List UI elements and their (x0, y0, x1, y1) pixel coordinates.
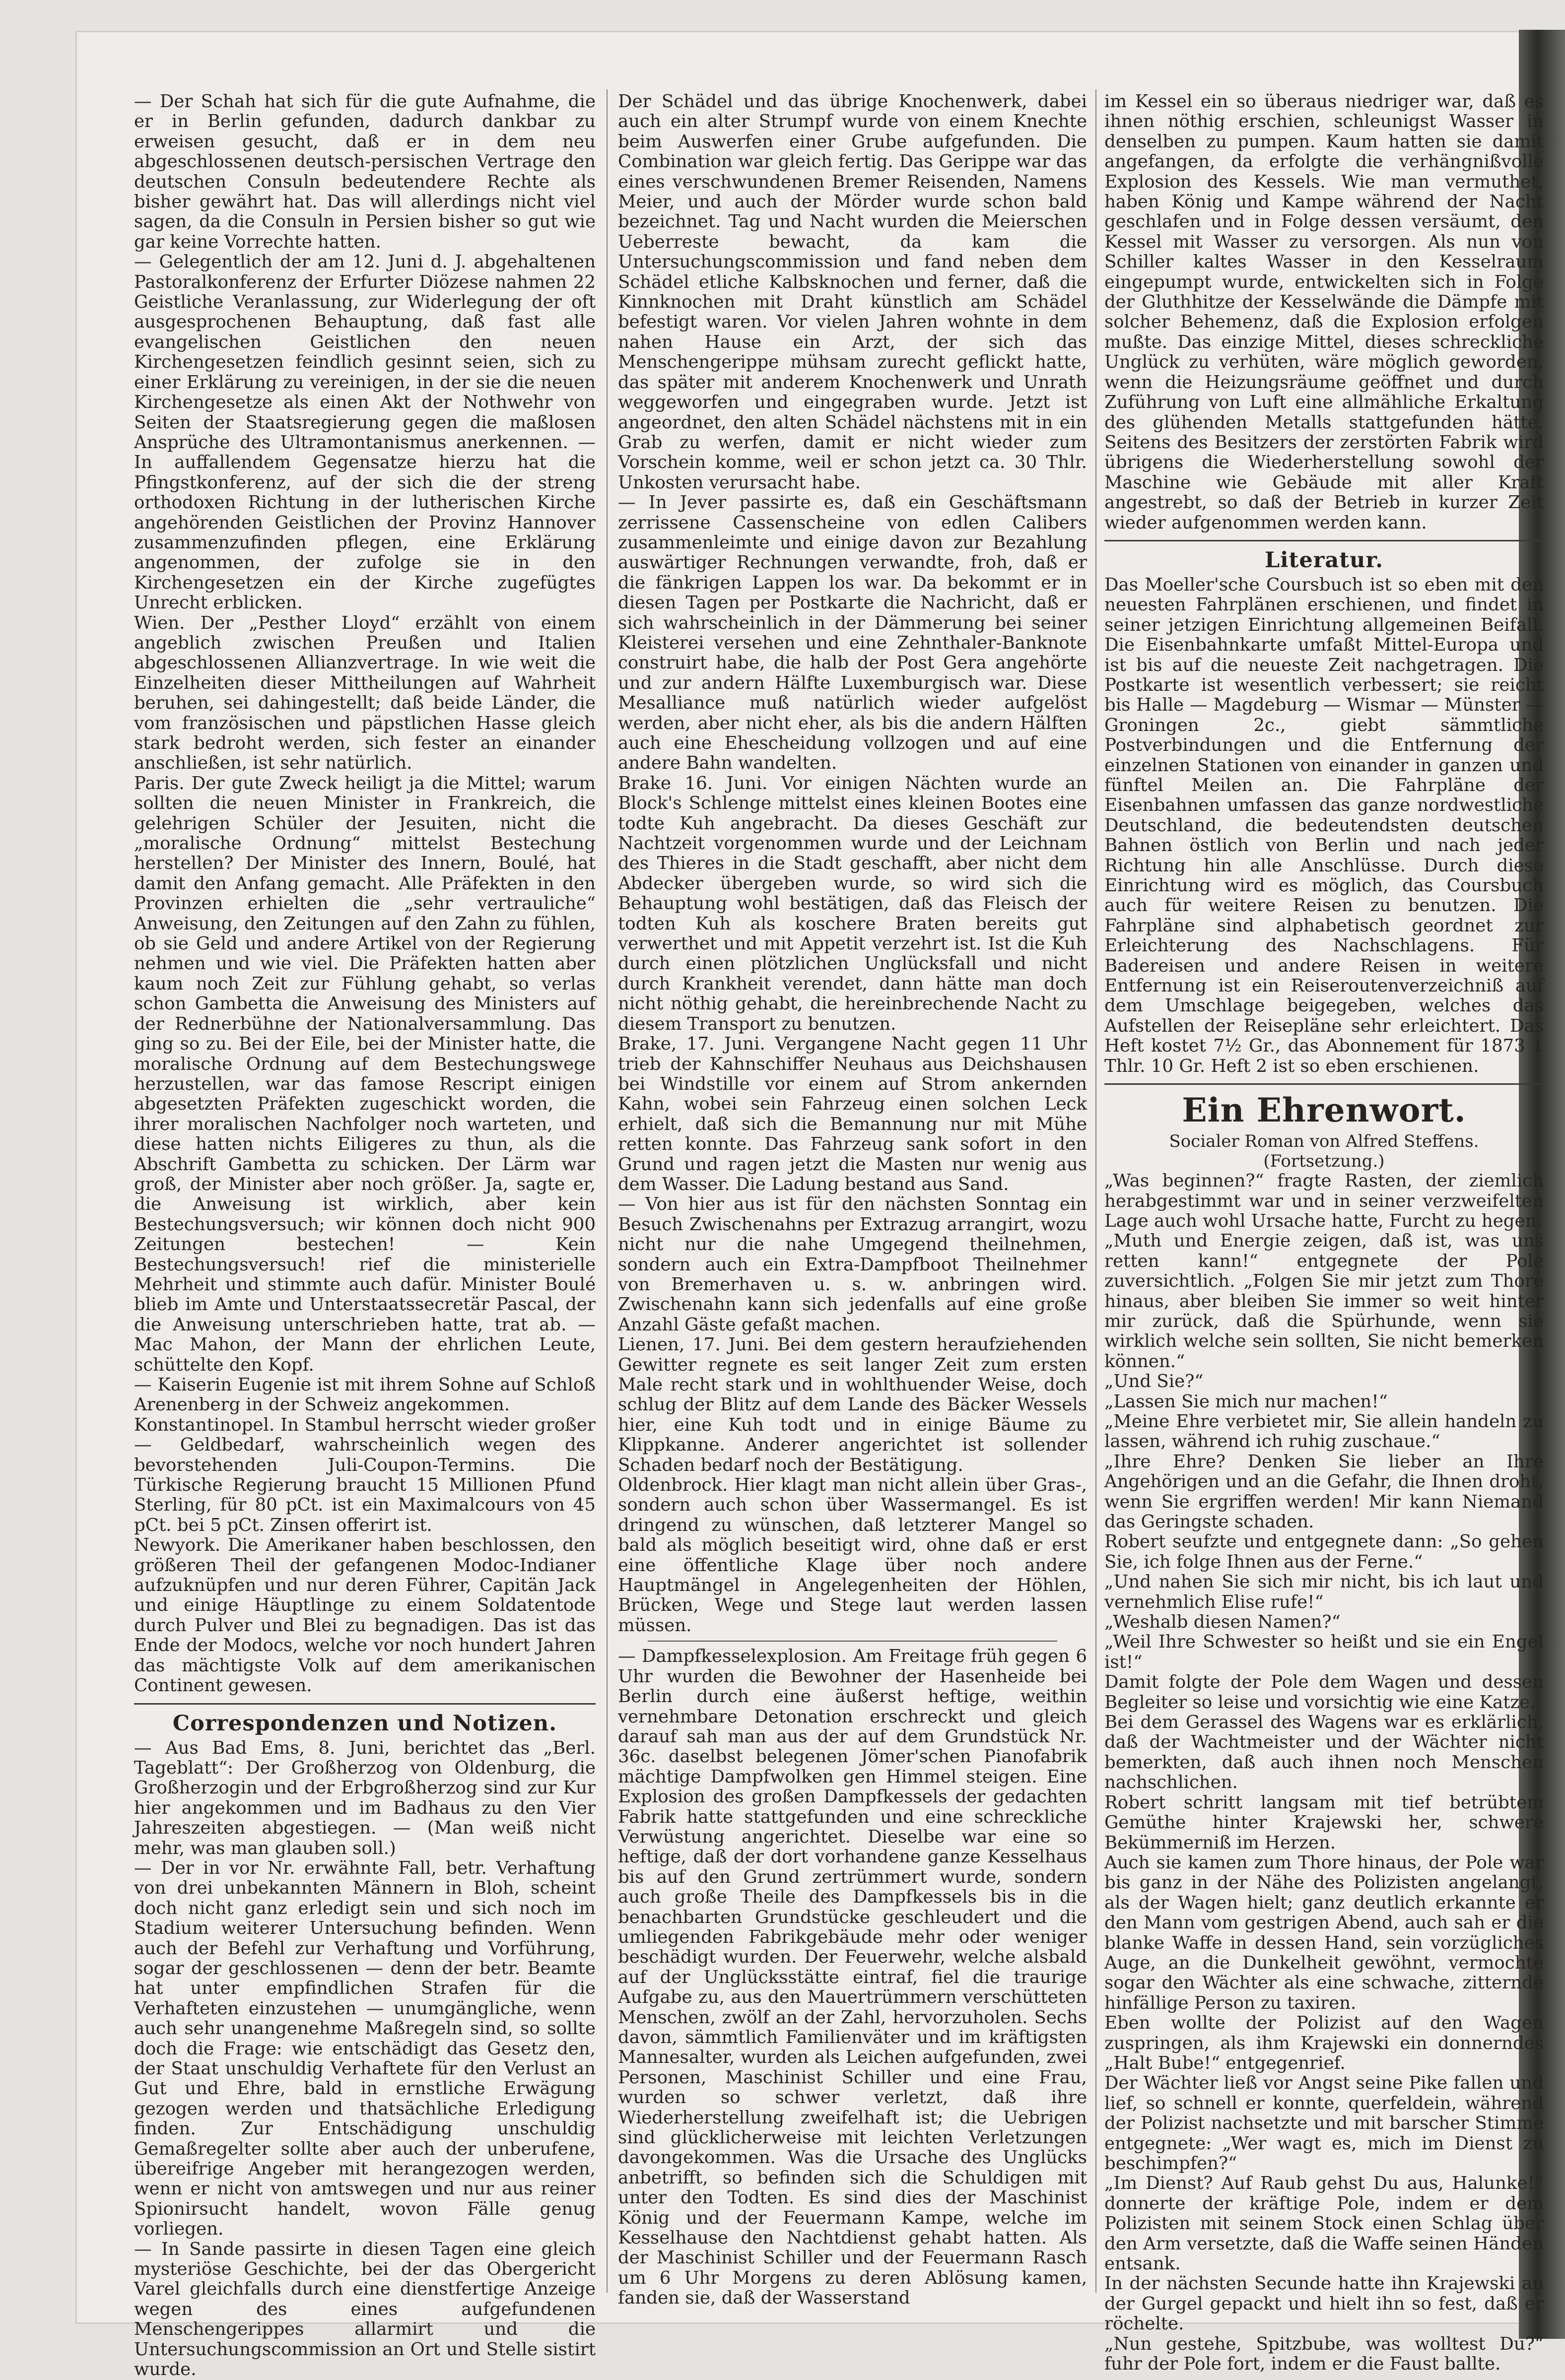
news-newyork: Newyork. Die Amerikaner haben beschlossen, den größeren Theil der gefangenen Modoc-Indianer aufzuknüpfen und nur deren Führer, Capitän Jack und einige Häuptlinge zu einem Soldatentode durch Pulver und Blei zu begnadigen. Das ist das Ende der Modocs, welche vor noch hundert Jahren das mächtigste Volk auf dem amerikanischen Continent gewesen. (134, 1535, 596, 1696)
column-rule-left (607, 89, 608, 2293)
section-divider (1104, 540, 1544, 541)
novel-continuation-note: (Fortsetzung.) (1263, 1151, 1385, 1172)
literatur-coursbuch: Das Moeller'sche Coursbuch ist so eben mit den neuesten Fahrplänen erschienen, und findet in seiner jetzigen Einrichtung allgemeinen Beifall. Die Eisenbahnkarte umfaßt Mittel-Europa und ist bis auf die neueste Zeit nachgetragen. Die Postkarte ist wesentlich verbessert; sie reicht bis Halle — Magdeburg — Wismar — Münster — Groningen 2c., giebt sämmtliche Postverbindungen und die Entfernung der einzelnen Stationen von einander in ganzen und fünftel Meilen an. Die Fahrpläne der Eisenbahnen umfassen das ganze nordwestliche Deutschland, die bedeutendsten deutschen Bahnen östlich von Berlin und nach jeder Richtung hin alle Anschlüsse. Durch diese Einrichtung wird es möglich, das Coursbuch auch für weitere Reisen zu benutzen. Die Fahrpläne sind alphabetisch geordnet zur Erleichterung des Nachschlagens. Für Badereisen und andere Reisen in weitere Entfernung ist ein Reiseroutenverzeichniß auf dem Umschlage beigegeben, welches das Aufstellen der Reisepläne sehr erleichtert. Das Heft kostet 7½ Gr., das Abonnement für 1873 1 Thlr. 10 Gr. Heft 2 ist so eben erschienen. (1104, 574, 1544, 1076)
novel-paragraph: Der Wächter ließ vor Angst seine Pike fallen und lief, so schnell er konnte, querfeldein, während der Polizist nachsetzte und mit barscher Stimme entgegnete: „Wer wagt es, mich im Dienst zu beschimpfen?“ (1104, 2073, 1544, 2174)
news-schaedel: Der Schädel und das übrige Knochenwerk, dabei auch ein alter Strumpf wurde von einem Knechte beim Auswerfen einer Grube aufgefunden. Die Combination war gleich fertig. Das Gerippe war das eines verschwundenen Bremer Reisenden, Namens Meier, und auch der Mörder wurde schon bald bezeichnet. Tag und Nacht wurden die Meierschen Ueberreste bewacht, da kam die Untersuchungscommission und fand neben dem Schädel etliche Kalbsknochen und ferner, daß die Kinnknochen mit Draht künstlich am Schädel befestigt waren. Vor vielen Jahren wohnte in dem nahen Hause ein Arzt, der sich das Menschengerippe mühsam zurecht geflickt hatte, das später mit anderem Knochenwerk und Unrath weggeworfen und eingegraben wurde. Jetzt ist angeordnet, den alten Schädel nächstens mit in ein Grab zu werfen, damit er nicht wieder zum Vorschein komme, weil er schon jetzt ca. 30 Thlr. Unkosten verursacht habe. (618, 91, 1087, 493)
item-divider (648, 1641, 1057, 1642)
novel-paragraph: „Im Dienst? Auf Raub gehst Du aus, Halunke!“ donnerte der kräftige Pole, indem er dem Polizisten mit seinem Stock einen Schlag über den Arm versetzte, daß die Waffe seinen Händen entsank. (1104, 2173, 1544, 2274)
news-dampfkesselexplosion: — Dampfkesselexplosion. Am Freitage früh gegen 6 Uhr wurden die Bewohner der Hasenheide bei Berlin durch eine äußerst heftige, weithin vernehmbare Detonation erschreckt und gleich darauf sah man aus der auf dem Grundstück Nr. 36c. daselbst belegenen Jömer'schen Pianofabrik mächtige Dampfwolken gen Himmel steigen. Eine Explosion des großen Dampfkessels der gedachten Fabrik hatte stattgefunden und eine schreckliche Verwüstung angerichtet. Dieselbe war eine so heftige, daß der dort vorhandene ganze Kesselhaus bis auf den Grund zertrümmert wurde, sondern auch große Theile des Dampfkessels bis in die benachbarten Grundstücke geschleudert und die umliegenden Fabrikgebäude mehr oder weniger beschädigt wurden. Der Feuerwehr, welche alsbald auf der Unglücksstätte eintraf, fiel die traurige Aufgabe zu, aus den Mauertrümmern verschütteten Menschen, zwölf an der Zahl, hervorzuholen. Sechs davon, sämmtlich Familienväter und im kräftigsten Mannesalter, wurden als Leichen aufgefunden, zwei Personen, Maschinist Schiller und eine Frau, wurden so schwer verletzt, daß ihre Wiederherstellung zweifelhaft ist; die Uebrigen sind glücklicherweise mit leichten Verletzungen davongekommen. Was die Ursache des Unglücks anbetrifft, so befinden sich die Schuldigen mit unter den Todten. Es sind dies der Maschinist König und der Feuermann Kampe, welche im Kesselhause den Nachtdienst gehabt hatten. Als der Maschinist Schiller und der Feuermann Rasch um 6 Uhr Morgens zu deren Ablösung kamen, fanden sie, daß der Wasserstand (618, 1646, 1087, 2309)
section-divider (134, 1703, 596, 1705)
section-divider (1104, 1083, 1544, 1085)
news-schah: — Der Schah hat sich für die gute Aufnahme, die er in Berlin gefunden, dadurch dankbar zu erweisen gesucht, daß er in dem neu abgeschlossenen deutsch-persischen Vertrage den deutschen Consuln bedeutendere Rechte als bisher gewährt hat. Das will allerdings nicht viel sagen, da die Consuln in Persien bisher so gut wie gar keine Vorrechte hatten. (134, 91, 596, 252)
news-bad-ems: — Aus Bad Ems, 8. Juni, berichtet das „Berl. Tageblatt“: Der Großherzog von Oldenburg, die Großherzogin und der Erbgroßherzog sind zur Kur hier angekommen und im Badhaus zu den Vier Jahreszeiten abgestiegen. — (Man weiß nicht mehr, was man glauben soll.) (134, 1737, 596, 1858)
news-brake-16: Brake 16. Juni. Vor einigen Nächten wurde an Block's Schlenge mittelst eines kleinen Bootes eine todte Kuh angebracht. Da dieses Geschäft zur Nachtzeit vorgenommen wurde und der Leichnam des Thieres in die Stadt geschafft, aber nicht dem Abdecker übergeben wurde, so wird sich die Behauptung wohl bestätigen, daß das Fleisch der todten Kuh als koschere Braten bereits gut verwerthet und mit Appetit verzehrt ist. Ist die Kuh durch einen plötzlichen Unglücksfall und nicht durch Krankheit verendet, dann hätte man doch nicht nöthig gehabt, die hereinbrechende Nacht zu diesem Transport zu benutzen. (618, 773, 1087, 1034)
novel-paragraph: „Meine Ehre verbietet mir, Sie allein handeln zu lassen, während ich ruhig zuschaue.“ (1104, 1411, 1544, 1452)
column-left (134, 92, 596, 2380)
novel-byline: Socialer Roman von Alfred Steffens. (1169, 1131, 1479, 1152)
novel-paragraph: „Nun gestehe, Spitzbube, was wolltest Du?“ fuhr der Pole fort, indem er die Faust ballte. (1104, 2333, 1544, 2375)
news-jever: — In Jever passirte es, daß ein Geschäftsmann zerrissene Cassenscheine von edlen Calibers zusammenleimte und einige davon zur Bezahlung auswärtiger Rechnungen verwandte, froh, daß er die fänkrigen Lappen los war. Da bekommt er in diesen Tagen per Postkarte die Nachricht, daß er sich wahrscheinlich in der Dämmerung bei seiner Kleisterei versehen und eine Zehnthaler-Banknote construirt habe, die halb der Post Gera angehörte und zur andern Hälfte Luxemburgisch war. Diese Mesalliance muß natürlich wieder aufgelöst werden, aber nicht eher, als bis die andern Hälften auch eine Ehescheidung vollzogen und auf eine andere Bahn wandelten. (618, 492, 1087, 774)
news-verhaftung: — Der in vor Nr. erwähnte Fall, betr. Verhaftung von drei unbekannten Männern in Bloh, scheint doch nicht ganz erledigt sein und sich noch im Stadium weiterer Untersuchung befinden. Wenn auch der Befehl zur Verhaftung und Vorführung, sogar der geschlossenen — denn der betr. Beamte hat unter empfindlichen Strafen für die Verhafteten einzustehen — unumgängliche, wenn auch sehr unangenehme Maßregeln sind, so sollte doch die Frage: wie entschädigt das Gesetz den, der Staat unschuldig Verhaftete für den Verlust an Gut und Ehre, bald in ernstliche Erwägung gezogen werden und thatsächliche Erledigung finden. Zur Entschädigung unschuldig Gemaßregelter sollte aber auch der unberufene, übereifrige Angeber mit herangezogen werden, wenn er nicht von amtswegen und nur aus reiner Spionirsucht handelt, wovon Fälle genug vorliegen. (134, 1857, 596, 2240)
novel-paragraph: „Weshalb diesen Namen?“ (1104, 1612, 1341, 1633)
column-right (1104, 91, 1544, 2375)
novel-paragraph: „Muth und Energie zeigen, daß ist, was uns retten kann!“ entgegnete der Pole zuversichtlich. „Folgen Sie mir jetzt zum Thore hinaus, aber bleiben Sie immer so weit hinter mir zurück, daß die Spürhunde, wenn sie wirklich welche sein sollten, Sie nicht bemerken können.“ (1104, 1231, 1544, 1372)
news-oldenbrock: Oldenbrock. Hier klagt man nicht allein über Gras-, sondern auch schon über Wassermangel. Es ist dringend zu wünschen, daß letzterer Mangel so bald als möglich beseitigt wird, ohne daß er erst eine öffentliche Klage über noch andere Hauptmängel in Angelegenheiten der Höhlen, Brücken, Wege und Stege laut werden lassen müssen. (618, 1475, 1087, 1636)
news-konstantinopel: Konstantinopel. In Stambul herrscht wieder großer — Geldbedarf, wahrscheinlich wegen des bevorstehenden Juli-Coupon-Termins. Die Türkische Regierung braucht 15 Millionen Pfund Sterling, für 80 pCt. ist ein Maximalcours von 45 pCt. bei 5 pCt. Zinsen offerirt ist. (134, 1414, 596, 1535)
news-lienen: Lienen, 17. Juni. Bei dem gestern heraufziehenden Gewitter regnete es seit langer Zeit zum ersten Male recht stark und in wohlthuender Weise, doch schlug der Blitz auf dem Lande des Bäcker Wessels hier, eine Kuh todt und in einige Bäume zu Klippkanne. Anderer angerichtet ist sollender Schaden bedarf noch der Bestätigung. (618, 1334, 1087, 1475)
novel-paragraph: „Ihre Ehre? Denken Sie lieber an Ihre Angehörigen und an die Gefahr, die Ihnen droht, wenn Sie ergriffen werden! Mir kann Niemand das Geringste schaden. (1104, 1451, 1544, 1532)
novel-paragraph: Damit folgte der Pole dem Wagen und dessen Begleiter so leise und vorsichtig wie eine Katze. (1104, 1672, 1544, 1713)
news-brake-17: Brake, 17. Juni. Vergangene Nacht gegen 11 Uhr trieb der Kahnschiffer Neuhaus aus Deichshausen bei Windstille vor einem auf Strom ankernden Kahn, wobei sein Fahrzeug einen solchen Leck erhielt, daß sich die Bemannung nur mit Mühe retten konnte. Das Fahrzeug sank sofort in den Grund und ragen jetzt die Masten nur wenig aus dem Wasser. Die Ladung bestand aus Sand. (618, 1034, 1087, 1194)
novel-paragraph: „Was beginnen?“ fragte Rasten, der ziemlich herabgestimmt war und in seiner verzweifelten Lage auch wohl Ursache hatte, Furcht zu hegen. (1104, 1171, 1544, 1231)
column-middle (618, 92, 1087, 2309)
novel-paragraph: „Lassen Sie mich nur machen!“ (1104, 1391, 1388, 1412)
novel-paragraph: Robert schritt langsam mit tief betrübtem Gemüthe hinter Krajewski her, schwere Bekümmerniß im Herzen. (1104, 1792, 1544, 1853)
news-paris: Paris. Der gute Zweck heiligt ja die Mittel; warum sollten die neuen Minister in Frankreich, die gelehrigen Schüler der Jesuiten, nicht die „moralische Ordnung“ mittelst Bestechung herstellen? Der Minister des Innern, Boulé, hat damit den Anfang gemacht. Alle Präfekten in den Provinzen erhielten die „sehr vertrauliche“ Anweisung, den Zeitungen auf den Zahn zu fühlen, ob sie Geld und andere Artikel von der Regierung nehmen und wie viel. Die Präfekten hatten aber kaum noch Zeit zur Fühlung gehabt, so verlas schon Gambetta die Anweisung des Ministers auf der Rednerbühne der Nationalversammlung. Das ging so zu. Bei der Eile, bei der Minister hatte, die moralische Ordnung auf dem Bestechungswege herzustellen, war das famose Rescript einigen abgesetzten Präfekten zugeschickt worden, die ihrer moralischen Nachfolger noch warteten, und diese hatten nichts Eiligeres zu thun, als die Abschrift Gambetta zu schicken. Der Lärm war groß, der Minister aber noch größer. Ja, sagte er, die Anweisung ist wirklich, aber kein Bestechungsversuch; wir können doch nicht 900 Zeitungen bestechen! — Kein Bestechungsversuch! rief die ministerielle Mehrheit und stimmte auch dafür. Minister Boulé blieb im Amte und Unterstaatssecretär Pascal, der die Anweisung unterschrieben hatte, trat ab. — Mac Mahon, der Mann der ehrlichen Leute, schüttelte den Kopf. (134, 773, 596, 1375)
novel-paragraph: Bei dem Gerassel des Wagens war es erklärlich, daß der Wachtmeister und der Wächter nicht bemerkten, daß auch ihnen noch Menschen nachschlichen. (1104, 1712, 1544, 1793)
news-explosion-cont: im Kessel ein so überaus niedriger war, daß es ihnen nöthig erschien, schleunigst Wasser in denselben zu pumpen. Kaum hatten sie damit angefangen, da erfolgte die verhängnißvolle Explosion des Kessels. Wie man vermuthet, haben König und Kampe während der Nacht geschlafen und in Folge dessen versäumt, den Kessel mit Wasser zu versorgen. Als nun von Schiller kaltes Wasser in den Kesselraum eingepumpt wurde, entwickelten sich in Folge der Gluthhitze der Kesselwände die Dämpfe mit solcher Behemenz, daß die Explosion erfolgen mußte. Das einzige Mittel, dieses schreckliche Unglück zu verhüten, wäre möglich geworden, wenn die Heizungsräume geöffnet und durch Zuführung von Luft eine allmähliche Erkaltung des glühenden Metalls stattgefunden hätte. Seitens des Besitzers der zerstörten Fabrik wird übrigens die Wiederherstellung sowohl der Maschine wie Gebäude mit aller Kraft angestrebt, so daß der Betrieb in kurzer Zeit wieder aufgenommen werden kann. (1104, 91, 1544, 533)
news-wien: Wien. Der „Pesther Lloyd“ erzählt von einem angeblich zwischen Preußen und Italien abgeschlossenen Allianzvertrage. In wie weit die Einzelheiten dieser Mittheilungen auf Wahrheit beruhen, sei dahingestellt; daß beide Länder, die vom französischen und päpstlichen Hasse gleich stark bedroht werden, sich fester an einander anschließen, ist sehr natürlich. (134, 612, 596, 774)
novel-paragraph: „Weil Ihre Schwester so heißt und sie ein Engel ist!“ (1104, 1632, 1544, 1672)
novel-paragraph: Robert seufzte und entgegnete dann: „So gehen Sie, ich folge Ihnen aus der Ferne.“ (1104, 1531, 1544, 1572)
section-heading-literatur: Literatur. (1264, 547, 1384, 573)
novel-paragraph: In der nächsten Secunde hatte ihn Krajewski an der Gurgel gepackt und hielt ihn so fest, daß er röchelte. (1104, 2273, 1544, 2334)
column-rule-right (1095, 89, 1096, 2293)
news-eugenie: — Kaiserin Eugenie ist mit ihrem Sohne auf Schloß Arenenberg in der Schweiz angekommen. (134, 1375, 596, 1415)
news-zwischenahn: — Von hier aus ist für den nächsten Sonntag ein Besuch Zwischenahns per Extrazug arrangirt, wozu nicht nur die nahe Umgegend theilnehmen, sondern auch ein Extra-Dampfboot Theilnehmer von Bremerhaven u. s. w. anbringen wird. Zwischenahn kann sich jedenfalls auf eine große Anzahl Gäste gefaßt machen. (618, 1194, 1087, 1335)
novel-paragraph: Auch sie kamen zum Thore hinaus, der Pole war bis ganz in der Nähe des Polizisten angelangt, als der Wagen hielt; ganz deutlich erkannte er den Mann vom gestrigen Abend, auch sah er die blanke Waffe in dessen Hand, sein vorzügliches Auge, an die Dunkelheit gewöhnt, vermochte sogar den Wächter als eine schwache, zitternde hinfällige Person zu taxiren. (1104, 1852, 1544, 2013)
novel-paragraph: „Und Sie?“ (1104, 1371, 1204, 1392)
news-pastoralkonferenz: — Gelegentlich der am 12. Juni d. J. abgehaltenen Pastoralkonferenz der Erfurter Diözese nahmen 22 Geistliche Veranlassung, zur Widerlegung der oft ausgesprochenen Behauptung, daß fast alle evangelischen Geistlichen den neuen Kirchengesetzen feindlich gesinnt seien, sich zu einer Erklärung zu vereinigen, in der sie die neuen Kirchengesetze als einen Akt der Nothwehr von Seiten der Staatsregierung gegen die maßlosen Ansprüche des Ultramontanismus anerkennen. — In auffallendem Gegensatze hierzu hat die Pfingstkonferenz, auf der sich die der streng orthodoxen Richtung in der lutherischen Kirche angehörenden Geistlichen der Provinz Hannover zusammenzufinden pflegen, eine Erklärung angenommen, der zufolge sie in den Kirchengesetzen ein der Kirche zugefügtes Unrecht erblicken. (134, 252, 596, 613)
novel-title: Ein Ehrenwort. (1182, 1091, 1466, 1130)
novel-paragraph: „Und nahen Sie sich mir nicht, bis ich laut und vernehmlich Elise rufe!“ (1104, 1572, 1544, 1612)
novel-paragraph: Eben wollte der Polizist auf den Wagen zuspringen, als ihm Krajewski ein donnerndes „Halt Bube!“ entgegenrief. (1104, 2013, 1544, 2073)
news-sande: — In Sande passirte in diesen Tagen eine gleich mysteriöse Geschichte, bei der das Obergericht Varel gleichfalls durch eine dienstfertige Anzeige wegen des eines aufgefundenen Menschengerippes allarmirt und die Untersuchungscommission an Ort und Stelle sistirt wurde. (134, 2239, 596, 2380)
section-heading-correspondenzen: Correspondenzen und Notizen. (172, 1711, 557, 1736)
